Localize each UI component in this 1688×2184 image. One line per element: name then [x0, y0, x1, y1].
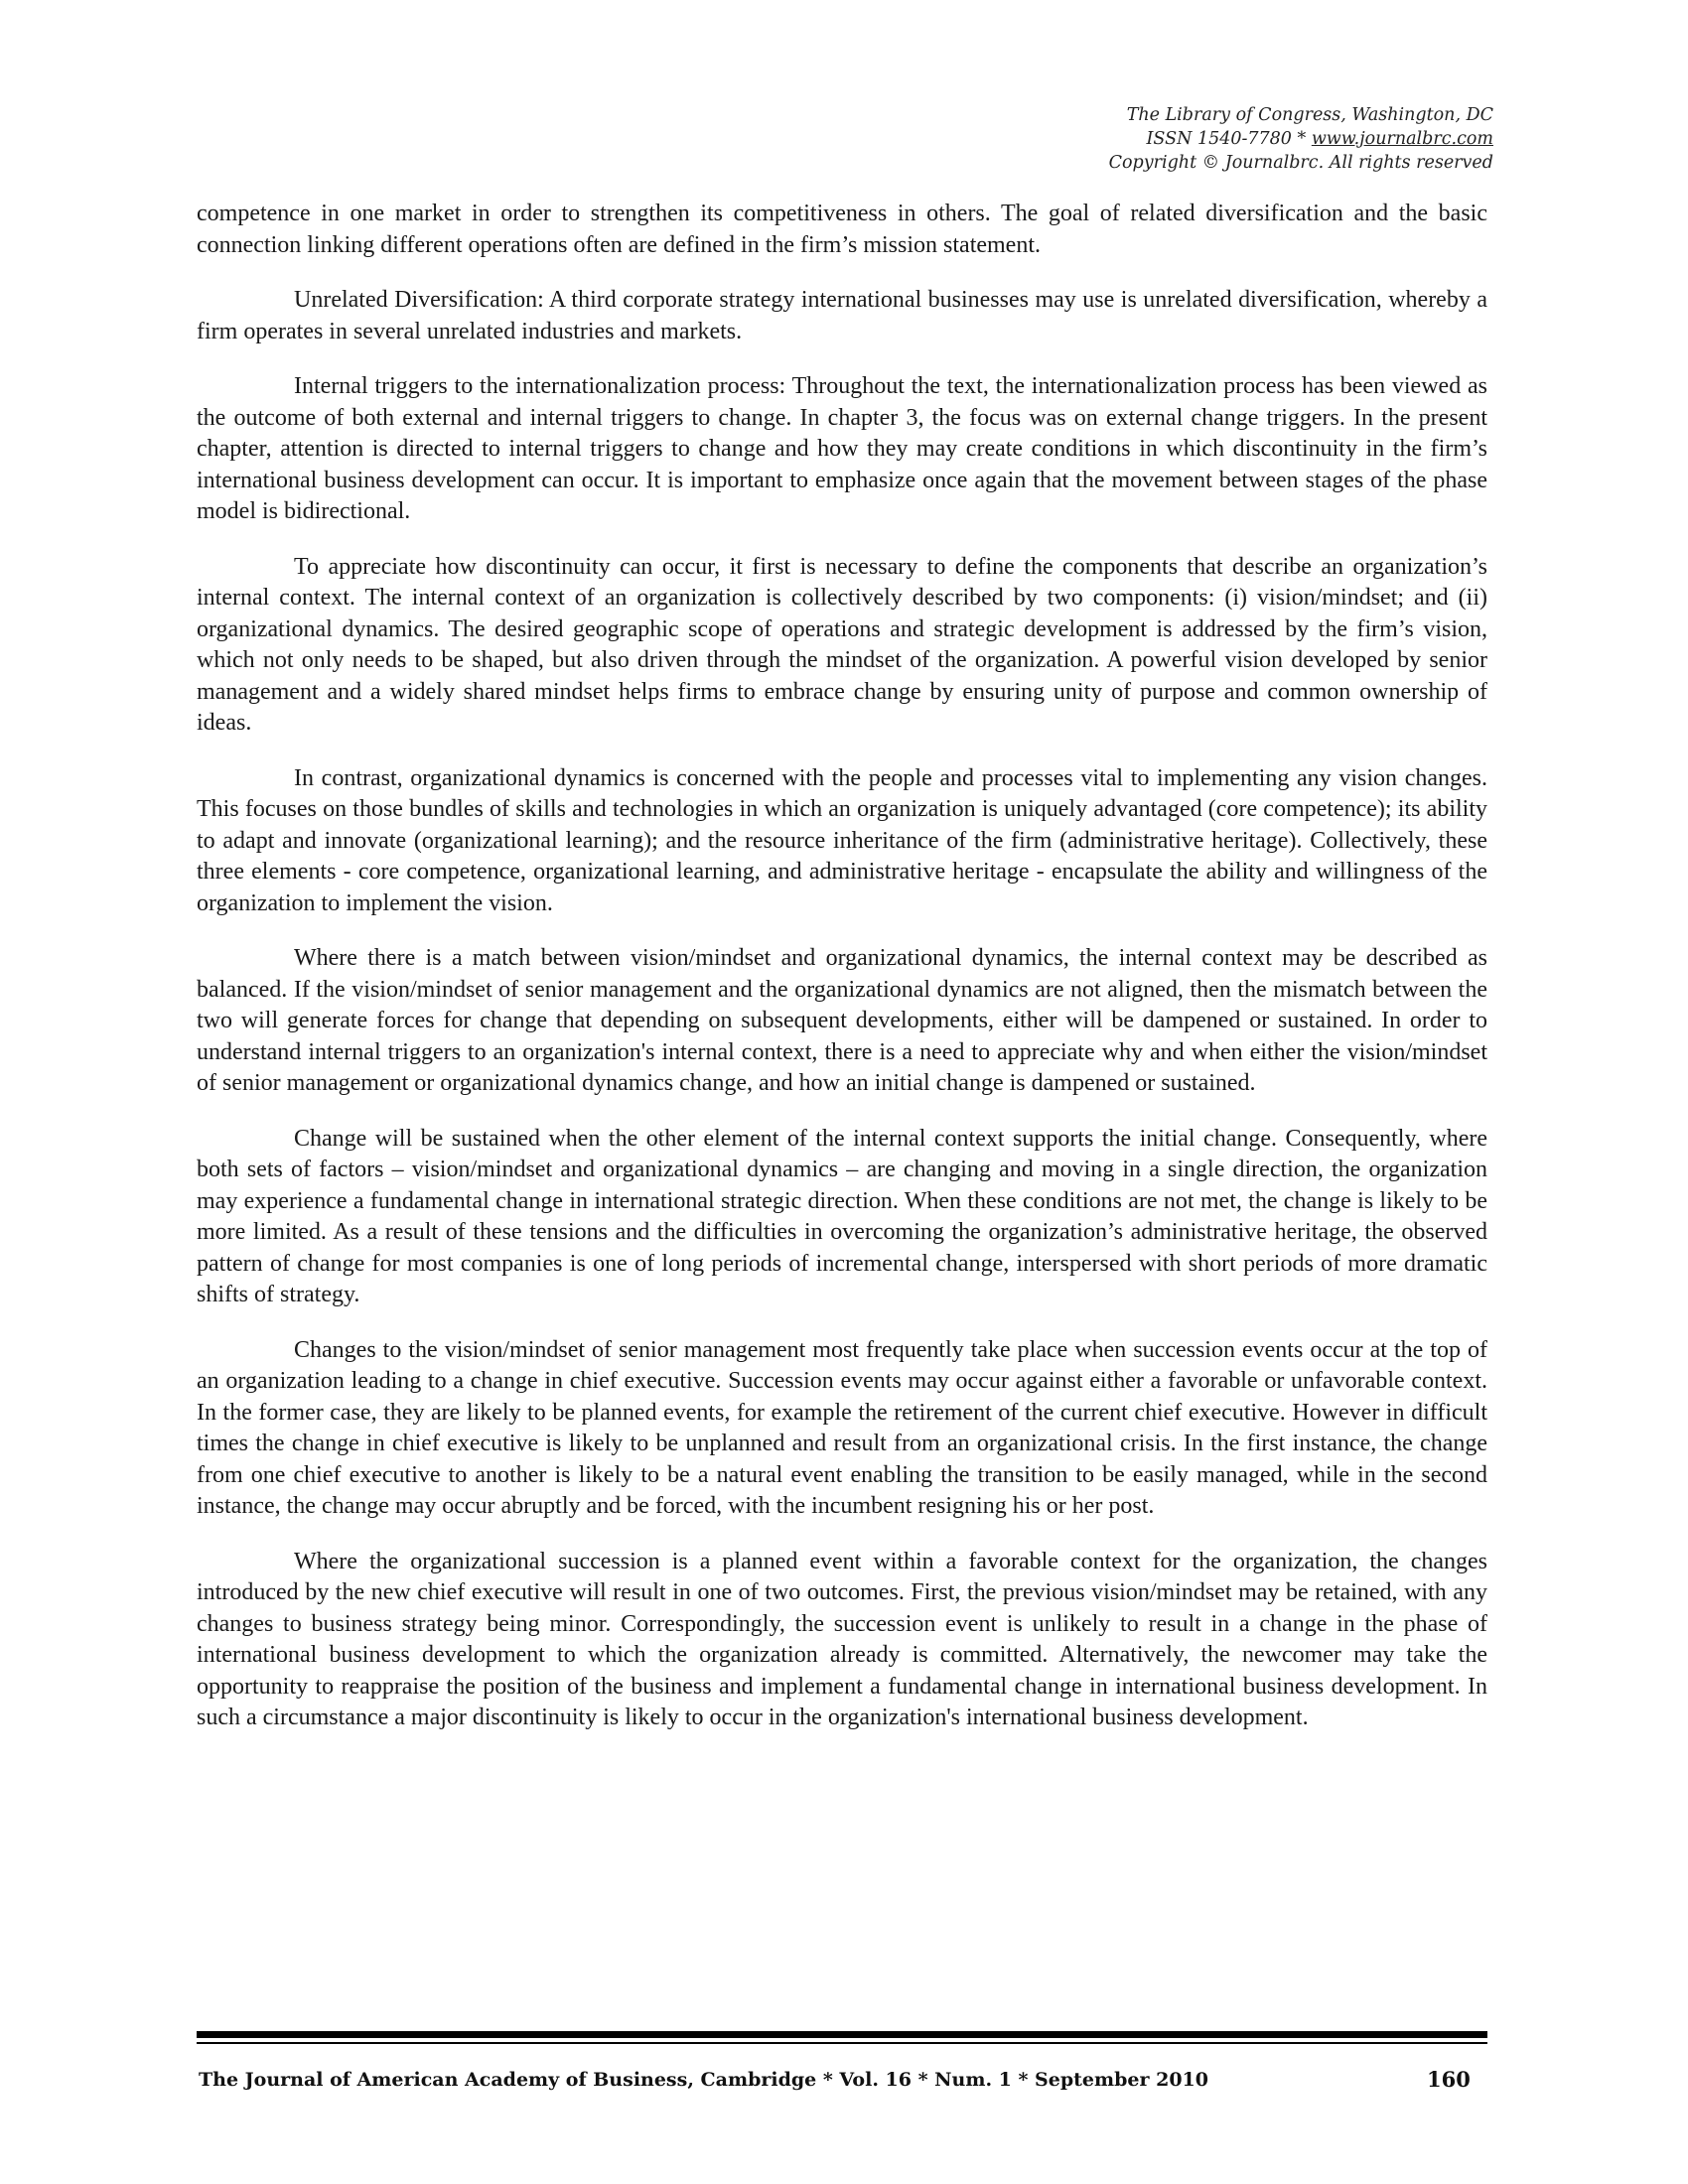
paragraph-balanced-context: Where there is a match between vision/mindset and organizational dynamics, the internal context may be described as balanced. If the vision/mindset of senior management and the organizational dynamics are not aligned, then the mismatch between the two will generate forces for change that depending on subsequent developments, either will be dampened or sustained. In order to understand internal triggers to an organization's internal context, there is a need to appreciate why and when either the vision/mindset of senior management or organizational dynamics change, and how an initial change is dampened or sustained. — [197, 945, 1487, 1096]
paragraph-internal-triggers: Internal triggers to the internationalization process: Throughout the text, the internationalization process has been viewed as the outcome of both external and internal triggers to change. In chapter 3, the focus was on external change triggers. In the present chapter, attention is directed to internal triggers to change and how they may create conditions in which discontinuity in the firm’s international business development can occur. It is important to emphasize once again that the movement between stages of the phase model is bidirectional. — [197, 373, 1487, 524]
journal-website-link[interactable]: www.journalbrc.com — [1311, 129, 1493, 149]
running-header — [1109, 103, 1493, 175]
header-copyright-line: Copyright © Journalbrc. All rights reserved — [1108, 153, 1493, 173]
header-issn-line — [1109, 127, 1493, 151]
footer-divider-thick — [197, 2031, 1487, 2038]
article-body — [197, 199, 1487, 1758]
paragraph-succession-events: Changes to the vision/mindset of senior management most frequently take place when succession events occur at the top of an organization leading to a change in chief executive. Succession events may occur against either a favorable or unfavorable context. In the former case, they are likely to be planned events, for example the retirement of the current chief executive. However in difficult times the change in chief executive is likely to be unplanned and result from an organizational crisis. In the first instance, the change from one chief executive to another is likely to be a natural event enabling the transition to be easily managed, while in the second instance, the change may occur abruptly and be forced, with the incumbent resigning his or her post. — [197, 1336, 1487, 1519]
paragraph-organizational-dynamics: In contrast, organizational dynamics is concerned with the people and processes vital to implementing any vision changes. This focuses on those bundles of skills and technologies in which an organization is uniquely advantaged (core competence); its ability to adapt and innovate (organizational learning); and the resource inheritance of the firm (administrative heritage). Collectively, these three elements - core competence, organizational learning, and administrative heritage - encapsulate the ability and willingness of the organization to implement the vision. — [197, 764, 1487, 916]
paragraph-continuation: competence in one market in order to strengthen its competitiveness in others. The goal of related diversification and the basic connection linking different operations often are defined in the firm’s mission statement. — [197, 201, 1487, 258]
paragraph-sustained-change: Change will be sustained when the other element of the internal context supports the initial change. Consequently, where both sets of factors – vision/mindset and organizational dynamics – are changing and moving in a single direction, the organization may experience a fundamental change in international strategic direction. When these conditions are not met, the change is likely to be more limited. As a result of these tensions and the difficulties in overcoming the organization’s administrative heritage, the observed pattern of change for most companies is one of long periods of incremental change, interspersed with short periods of more dramatic shifts of strategy. — [197, 1125, 1487, 1307]
header-library-line: The Library of Congress, Washington, DC — [1126, 105, 1493, 125]
paragraph-discontinuity: To appreciate how discontinuity can occur, it first is necessary to define the components that describe an organization’s internal context. The internal context of an organization is collectively described by two components: (i) vision/mindset; and (ii) organizational dynamics. The desired geographic scope of operations and strategic development is addressed by the firm’s vision, which not only needs to be shaped, but also driven through the mindset of the organization. A powerful vision developed by senior management and a widely shared mindset helps firms to embrace change by ensuring unity of purpose and common ownership of ideas. — [197, 553, 1487, 736]
paragraph-planned-succession: Where the organizational succession is a planned event within a favorable context for the organization, the changes introduced by the new chief executive will result in one of two outcomes. First, the previous vision/mindset may be retained, with any changes to business strategy being minor. Correspondingly, the succession event is unlikely to result in a change in the phase of international business development to which the organization already is committed. Alternatively, the newcomer may take the opportunity to reappraise the position of the business and implement a fundamental change in international business development. In such a circumstance a major discontinuity is likely to occur in the organization's international business development. — [197, 1548, 1487, 1730]
page-number: 160 — [1427, 2067, 1471, 2092]
header-issn-text: ISSN 1540-7780 * — [1146, 129, 1312, 149]
journal-citation-footer: The Journal of American Academy of Business, Cambridge * Vol. 16 * Num. 1 * September 2010 — [199, 2069, 1209, 2091]
paragraph-unrelated-diversification: Unrelated Diversification: A third corporate strategy international businesses may use is unrelated diversification, whereby a firm operates in several unrelated industries and markets. — [197, 287, 1487, 344]
footer-divider-thin — [197, 2042, 1487, 2044]
